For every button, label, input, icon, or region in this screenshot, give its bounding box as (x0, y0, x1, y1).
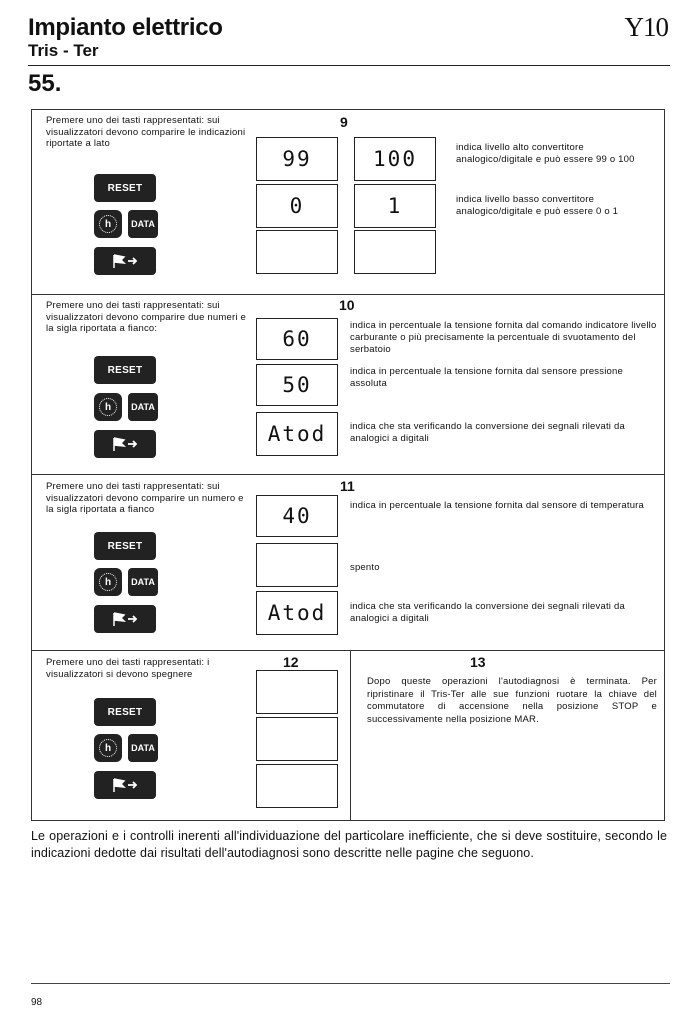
display-box (256, 230, 338, 274)
data-button[interactable]: DATA (128, 393, 158, 421)
display-box: 99 (256, 137, 338, 181)
flag-arrow-button[interactable] (94, 430, 156, 458)
display-box (354, 230, 436, 274)
flag-arrow-button[interactable] (94, 771, 156, 799)
h-key-button[interactable] (94, 393, 122, 421)
step-number: 13 (470, 654, 486, 670)
step-number: 10 (339, 297, 355, 313)
brand-logo: Y10 (624, 12, 668, 42)
display-box: 0 (256, 184, 338, 228)
display-box: Atod (256, 412, 338, 456)
display-box (256, 543, 338, 587)
footer-paragraph: Le operazioni e i controlli inerenti all'individuazione del particolare inefficiente, che si deve sostituire, secondo le indicazioni dedotte dai risultati dell'autodiagnosi sono descritte nelle pagine che seguono. (31, 829, 667, 860)
reset-button[interactable]: RESET (94, 356, 156, 384)
divider (31, 294, 665, 295)
page-number: 98 (31, 997, 43, 1008)
display-description: indica che sta verificando la conversione dei segnali rilevati da analogici a digitali (350, 601, 625, 624)
closing-text: Dopo queste operazioni l'autodiagnosi è terminata. Per ripristinare il Tris-Ter alle sue funzioni ruotare la chiave del commutatore di accensione nella posizione STOP e successivamente nella posizione MAR. (367, 676, 657, 725)
divider (31, 650, 665, 651)
h-key-button[interactable] (94, 734, 122, 762)
divider (31, 474, 665, 475)
step-number: 9 (340, 114, 348, 130)
data-button[interactable]: DATA (128, 734, 158, 762)
data-button[interactable]: DATA (128, 568, 158, 596)
flag-arrow-icon (110, 436, 140, 452)
divider (350, 650, 351, 821)
display-box (256, 670, 338, 714)
h-key-button[interactable] (94, 210, 122, 238)
display-description: indica che sta verificando la conversione dei segnali rilevati da analogici a digitali (350, 421, 625, 444)
section-number: 55. (28, 70, 62, 97)
display-box (256, 717, 338, 761)
page-title: Impianto elettrico (28, 14, 223, 41)
flag-arrow-icon (110, 611, 140, 627)
display-box: 40 (256, 495, 338, 537)
step-instruction: Premere uno dei tasti rappresentati: i visualizzatori si devono spegnere (46, 657, 210, 680)
display-description: spento (350, 562, 380, 573)
step-number: 12 (283, 654, 299, 670)
step-instruction: Premere uno dei tasti rappresentati: sui visualizzatori devono comparire due numeri e la sigla riportata a fianco: (46, 300, 246, 334)
display-description: indica livello basso convertitore analogico/digitale e può essere 0 o 1 (456, 194, 619, 217)
h-key-icon: h (99, 739, 117, 757)
display-box: 1 (354, 184, 436, 228)
display-description: indica in percentuale la tensione fornita dal comando indicatore livello carburante o più precisamente la percentuale di svuotamento del serbatoio (350, 320, 657, 355)
h-key-icon: h (99, 398, 117, 416)
flag-arrow-button[interactable] (94, 605, 156, 633)
display-description: indica livello alto convertitore analogico/digitale e può essere 99 o 100 (456, 142, 635, 165)
footer-rule (31, 983, 670, 984)
reset-button[interactable]: RESET (94, 698, 156, 726)
flag-arrow-icon (110, 253, 140, 269)
step-instruction: Premere uno dei tasti rappresentati: sui visualizzatori devono comparire un numero e la sigla riportata a fianco (46, 481, 244, 515)
page-subtitle: Tris - Ter (28, 41, 99, 60)
step-instruction: Premere uno dei tasti rappresentati: sui visualizzatori devono comparire le indicazioni riportate a lato (46, 115, 246, 149)
reset-button[interactable]: RESET (94, 174, 156, 202)
h-key-button[interactable] (94, 568, 122, 596)
flag-arrow-icon (110, 777, 140, 793)
display-box: 60 (256, 318, 338, 360)
reset-button[interactable]: RESET (94, 532, 156, 560)
data-button[interactable]: DATA (128, 210, 158, 238)
display-description: indica in percentuale la tensione fornita dal sensore pressione assoluta (350, 366, 623, 389)
display-box: 100 (354, 137, 436, 181)
header-rule (28, 65, 670, 66)
display-description: indica in percentuale la tensione fornita dal sensore di temperatura (350, 500, 645, 511)
display-box (256, 764, 338, 808)
h-key-icon: h (99, 573, 117, 591)
flag-arrow-button[interactable] (94, 247, 156, 275)
step-number: 11 (340, 478, 355, 494)
display-box: 50 (256, 364, 338, 406)
display-box: Atod (256, 591, 338, 635)
h-key-icon: h (99, 215, 117, 233)
